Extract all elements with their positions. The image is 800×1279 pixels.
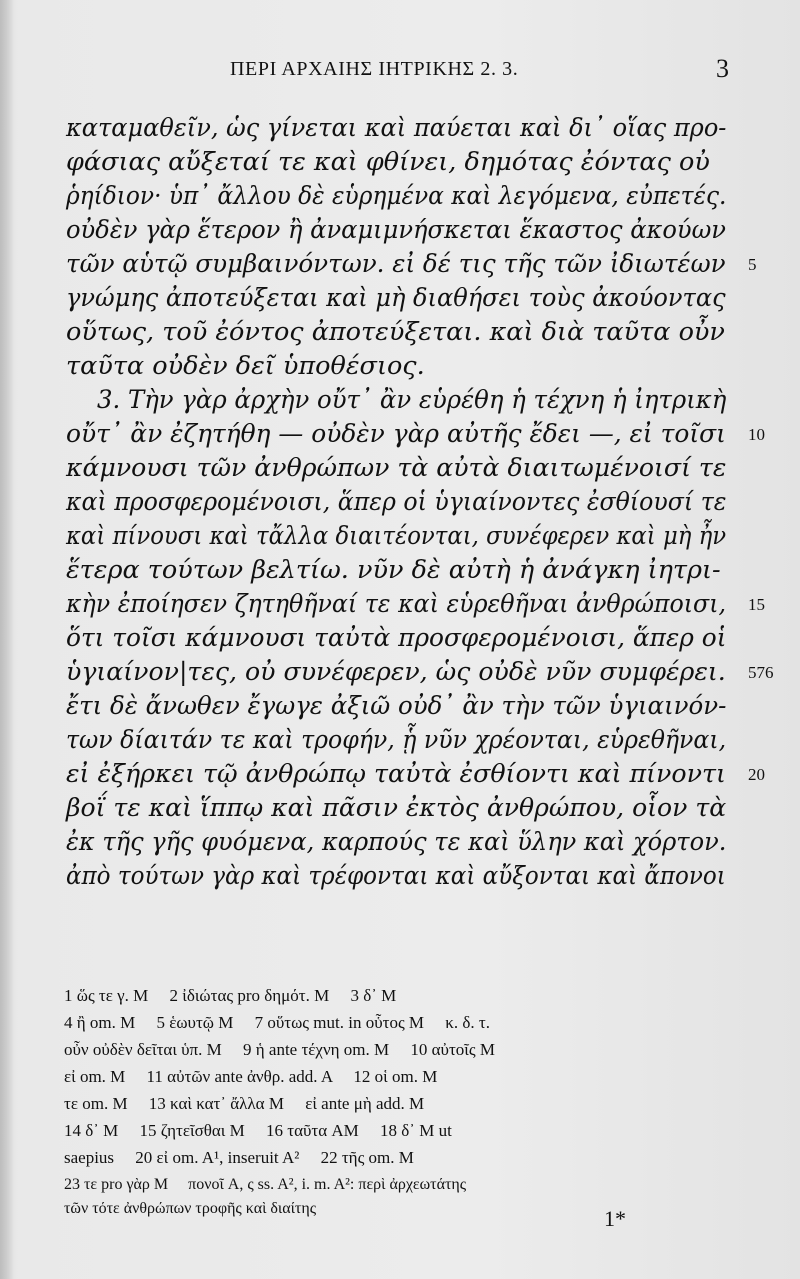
text-line bbox=[66, 145, 736, 179]
text-line-content: καταμαθεῖν, ὡς γίνεται καὶ παύεται καὶ δι᾽ οἵας προ- bbox=[66, 113, 727, 143]
text-line bbox=[66, 757, 765, 791]
text-line-content: καὶ προσφερομένοισι, ἅπερ οἱ ὑγιαίνοντες ἐσθίουσί τε bbox=[66, 487, 727, 517]
apparatus-line: οὖν οὐδὲν δεῖται ὑπ. M 9 ἡ ante τέχνη om. M 10 αὐτοῖς M bbox=[64, 1040, 495, 1059]
margin-line-number: 10 bbox=[748, 425, 765, 444]
critical-apparatus bbox=[64, 982, 764, 1220]
margin-line-number: 20 bbox=[748, 765, 765, 784]
text-line bbox=[66, 655, 774, 689]
text-line bbox=[66, 723, 736, 757]
signature-mark: 1* bbox=[604, 1206, 626, 1231]
text-line bbox=[66, 587, 765, 621]
text-line-content: ἐκ τῆς γῆς φυόμενα, καρπούς τε καὶ ὕλην καὶ χόρτον. bbox=[66, 827, 727, 857]
margin-line-number: 15 bbox=[748, 595, 765, 614]
main-text bbox=[66, 111, 774, 893]
text-line-content: γνώμης ἀποτεύξεται καὶ μὴ διαθήσει τοὺς ἀκούοντας bbox=[66, 283, 726, 313]
text-line bbox=[66, 553, 736, 587]
apparatus-line: 1 ὥς τε γ. M 2 ἰδιώτας pro δημότ. M 3 δ᾽ M bbox=[64, 986, 397, 1005]
text-line-content: ἀπὸ τούτων γὰρ καὶ τρέφονται καὶ αὔξονται καὶ ἄπονοι bbox=[66, 861, 726, 891]
text-line-content: ἕτερα τούτων βελτίω. νῦν δὲ αὐτὴ ἡ ἀνάγκη ἰητρι- bbox=[66, 555, 721, 585]
apparatus-line: 23 τε pro γὰρ M πονοῖ A, ς ss. A², i. m. A²: περὶ ἀρχεωτάτης bbox=[64, 1176, 467, 1193]
apparatus-line: 4 ἢ om. M 5 ἑωυτῷ M 7 οὕτως mut. in οὗτος M κ. δ. τ. bbox=[64, 1013, 490, 1032]
page-number: 3 bbox=[716, 54, 729, 83]
text-line bbox=[66, 349, 736, 383]
text-line bbox=[66, 417, 765, 451]
text-line-content: ἔτι δὲ ἄνωθεν ἔγωγε ἀξιῶ οὐδ᾽ ἂν τὴν τῶν ὑγιαινόν- bbox=[66, 691, 727, 721]
text-line bbox=[66, 689, 736, 723]
text-line-content: ταῦτα οὐδὲν δεῖ ὑποθέσιος. bbox=[66, 351, 425, 381]
text-line-content: ῥηίδιον· ὑπ᾽ ἄλλου δὲ εὑρημένα καὶ λεγόμενα, εὐπετές. bbox=[66, 181, 727, 211]
running-head: ΠΕΡΙ ΑΡΧΑΙΗΣ ΙΗΤΡΙΚΗΣ 2. 3. bbox=[230, 58, 519, 80]
text-line bbox=[66, 247, 757, 281]
apparatus-line: 14 δ᾽ M 15 ζητεῖσθαι M 16 ταῦτα AM 18 δ᾽ M ut bbox=[64, 1121, 452, 1140]
text-line-content: τῶν αὑτῷ συμβαινόντων. εἰ δέ τις τῆς τῶν ἰδιωτέων bbox=[66, 249, 726, 279]
text-line-content: καὶ πίνουσι καὶ τἄλλα διαιτέονται, συνέφερεν καὶ μὴ ἦν bbox=[66, 521, 727, 551]
text-line bbox=[66, 179, 736, 213]
text-line-content: κὴν ἐποίησεν ζητηθῆναί τε καὶ εὑρεθῆναι ἀνθρώποισι, bbox=[66, 589, 727, 619]
text-line-content: φάσιας αὔξεταί τε καὶ φθίνει, δημότας ἐόντας οὐ bbox=[66, 147, 710, 177]
page-header bbox=[0, 54, 800, 88]
text-line-content: των δίαιτάν τε καὶ τροφήν, ᾗ νῦν χρέονται, εὑρεθῆναι, bbox=[66, 725, 727, 755]
text-line bbox=[66, 825, 736, 859]
text-line bbox=[66, 213, 736, 247]
text-line bbox=[66, 519, 736, 553]
text-line bbox=[66, 111, 736, 145]
text-line bbox=[66, 791, 736, 825]
text-line-content: κάμνουσι τῶν ἀνθρώπων τὰ αὐτὰ διαιτωμένοισί τε bbox=[66, 453, 727, 483]
text-line bbox=[66, 859, 736, 893]
text-line bbox=[66, 451, 736, 485]
apparatus-line: τε om. M 13 καὶ κατ᾽ ἄλλα M εἰ ante μὴ add. M bbox=[64, 1094, 425, 1113]
text-line-content: οὐδὲν γὰρ ἕτερον ἢ ἀναμιμνήσκεται ἕκαστος ἀκούων bbox=[66, 215, 726, 245]
margin-line-number: 576 bbox=[748, 663, 774, 682]
text-line-content: βοΐ τε καὶ ἵππῳ καὶ πᾶσιν ἐκτὸς ἀνθρώπου, οἷον τὰ bbox=[66, 793, 727, 823]
text-line-content: εἰ ἐξήρκει τῷ ἀνθρώπῳ ταὐτὰ ἐσθίοντι καὶ πίνοντι bbox=[66, 759, 726, 789]
text-line-content: ὑγιαίνον|τες, οὐ συνέφερεν, ὡς οὐδὲ νῦν συμφέρει. bbox=[66, 657, 726, 687]
text-line bbox=[66, 383, 736, 417]
text-line bbox=[66, 621, 736, 655]
apparatus-line: saepius 20 εἰ om. A¹, inseruit A² 22 τῆς om. M bbox=[64, 1148, 414, 1167]
margin-line-number: 5 bbox=[748, 255, 757, 274]
text-line-content: οὔτ᾽ ἂν ἐζητήθη — οὐδὲν γὰρ αὐτῆς ἔδει —, εἰ τοῖσι bbox=[66, 419, 726, 449]
text-line-content: οὕτως, τοῦ ἐόντος ἀποτεύξεται. καὶ διὰ ταῦτα οὖν bbox=[66, 317, 725, 347]
page-gutter-shadow bbox=[0, 0, 14, 1279]
apparatus-line: τῶν τότε ἀνθρώπων τροφῆς καὶ διαίτης bbox=[64, 1200, 317, 1217]
apparatus-line: εἰ om. M 11 αὐτῶν ante ἀνθρ. add. A 12 οἱ om. M bbox=[64, 1067, 438, 1086]
text-line bbox=[66, 485, 736, 519]
text-line-content: 3. Τὴν γὰρ ἀρχὴν οὔτ᾽ ἂν εὑρέθη ἡ τέχνη ἡ ἰητρικὴ bbox=[66, 385, 727, 415]
text-line bbox=[66, 315, 736, 349]
text-line bbox=[66, 281, 736, 315]
text-line-content: ὅτι τοῖσι κάμνουσι ταὐτὰ προσφερομένοισι, ἅπερ οἱ bbox=[66, 623, 727, 653]
